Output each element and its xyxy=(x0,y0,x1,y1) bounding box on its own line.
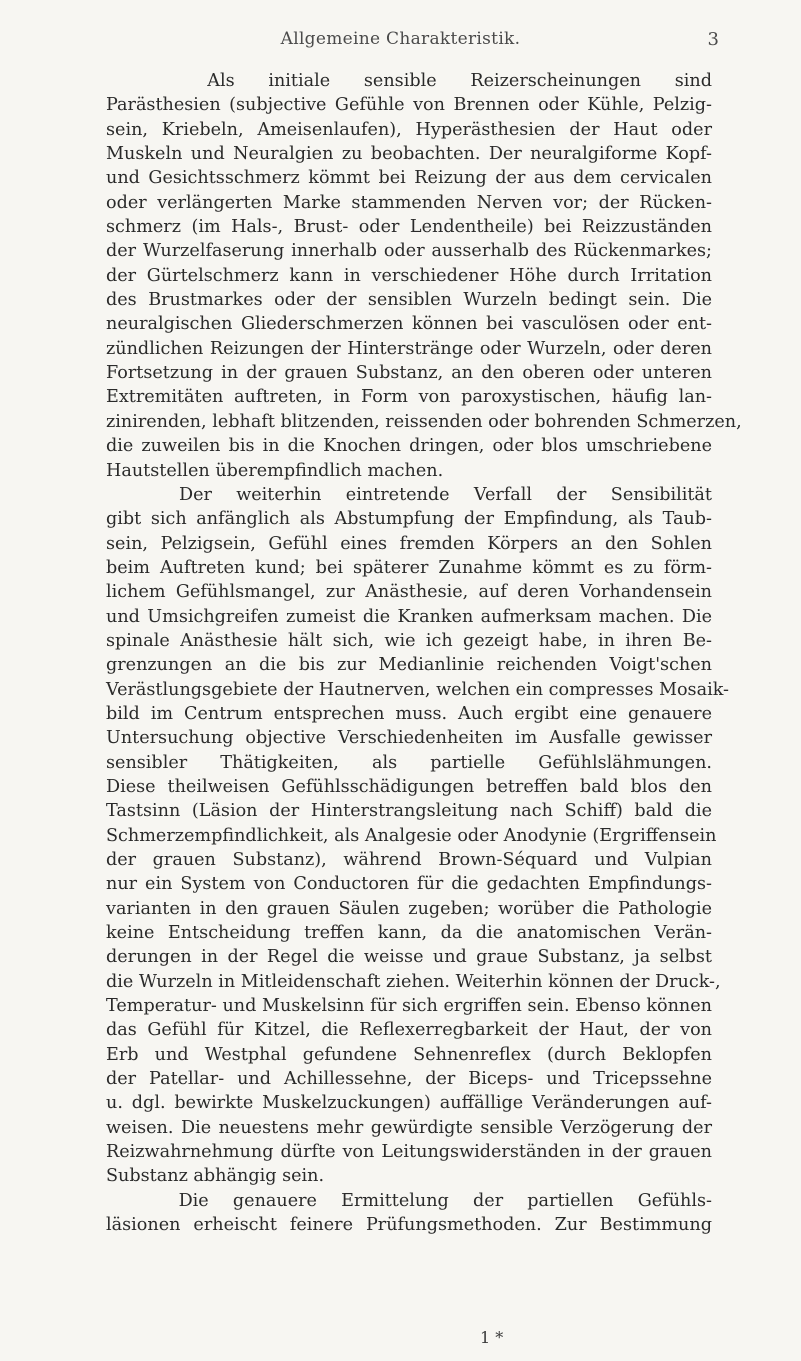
text-line: Reizwahrnehmung dürfte von Leitungswiderständen in der grauen xyxy=(106,1142,712,1163)
text-line: derungen in der Regel die weisse und graue Substanz, ja selbst xyxy=(106,947,712,968)
text-line: sein, Pelzigsein, Gefühl eines fremden Körpers an den Sohlen xyxy=(106,533,712,554)
page-number: 3 xyxy=(707,29,719,50)
text-line: sein, Kriebeln, Ameisenlaufen), Hyperästhesien der Haut oder xyxy=(106,119,712,140)
text-line: grenzungen an die bis zur Medianlinie reichenden Voigt'schen xyxy=(106,655,712,676)
text-line: Untersuchung objective Verschiedenheiten im Ausfalle gewisser xyxy=(106,728,712,749)
text-line: gibt sich anfänglich als Abstumpfung der Empfindung, als Taub- xyxy=(106,509,712,530)
text-line: der grauen Substanz), während Brown-Séquard und Vulpian xyxy=(106,850,712,870)
text-line: Fortsetzung in der grauen Substanz, an den oberen oder unteren xyxy=(106,363,712,384)
text-line: Erb und Westphal gefundene Sehnenreflex (durch Beklopfen xyxy=(106,1044,712,1065)
text-line: Der weiterhin eintretende Verfall der Sensibilität xyxy=(106,484,712,505)
running-header xyxy=(0,29,801,59)
text-line: Tastsinn (Läsion der Hinterstrangsleitung nach Schiff) bald die xyxy=(106,801,712,822)
text-line: läsionen erheischt feinere Prüfungsmethoden. Zur Bestimmung xyxy=(106,1215,712,1236)
signature-mark: 1 * xyxy=(480,1328,504,1347)
text-line: Muskeln und Neuralgien zu beobachten. Der neuralgiforme Kopf- xyxy=(106,144,712,165)
text-line: varianten in den grauen Säulen zugeben; worüber die Pathologie xyxy=(106,898,712,919)
text-line: oder verlängerten Marke stammenden Nerven vor; der Rücken- xyxy=(106,192,712,213)
text-line: weisen. Die neuestens mehr gewürdigte sensible Verzögerung der xyxy=(106,1117,712,1138)
text-line: nur ein System von Conductoren für die gedachten Empfindungs- xyxy=(106,874,712,895)
running-title: Allgemeine Charakteristik. xyxy=(280,29,521,49)
text-line: und Gesichtsschmerz kömmt bei Reizung der aus dem cervicalen xyxy=(106,168,712,189)
text-line: zinirenden, lebhaft blitzenden, reissenden oder bohrenden Schmerzen, xyxy=(106,411,742,432)
text-line: Die genauere Ermittelung der partiellen Gefühls- xyxy=(106,1190,712,1211)
text-line: spinale Anästhesie hält sich, wie ich gezeigt habe, in ihren Be- xyxy=(106,630,712,651)
text-line: die zuweilen bis in die Knochen dringen, oder blos umschriebene xyxy=(106,436,712,457)
text-line: der Wurzelfaserung innerhalb oder ausserhalb des Rückenmarkes; xyxy=(106,241,712,262)
text-line: der Patellar- und Achillessehne, der Biceps- und Tricepssehne xyxy=(106,1069,712,1090)
text-line: Diese theilweisen Gefühlsschädigungen betreffen bald blos den xyxy=(106,776,712,797)
text-line: Substanz abhängig sein. xyxy=(106,1166,325,1187)
text-line: Verästlungsgebiete der Hautnerven, welchen ein compresses Mosaik- xyxy=(106,679,729,700)
text-line: neuralgischen Gliederschmerzen können bei vasculösen oder ent- xyxy=(106,314,712,335)
text-line: der Gürtelschmerz kann in verschiedener Höhe durch Irritation xyxy=(106,265,712,286)
text-line: Parästhesien (subjective Gefühle von Brennen oder Kühle, Pelzig- xyxy=(106,95,712,116)
text-line: sensibler Thätigkeiten, als partielle Gefühlslähmungen. xyxy=(106,752,712,773)
text-line: Schmerzempfindlichkeit, als Analgesie oder Anodynie (Ergriffensein xyxy=(106,825,717,846)
text-line: Als initiale sensible Reizerscheinungen sind xyxy=(106,71,712,91)
text-line: Hautstellen überempfindlich machen. xyxy=(106,460,444,481)
text-line: und Umsichgreifen zumeist die Kranken aufmerksam machen. Die xyxy=(106,606,712,627)
text-line: die Wurzeln in Mitleidenschaft ziehen. Weiterhin können der Druck-, xyxy=(106,971,721,992)
text-line: keine Entscheidung treffen kann, da die anatomischen Verän- xyxy=(106,923,712,944)
text-line: des Brustmarkes oder der sensiblen Wurzeln bedingt sein. Die xyxy=(106,290,712,311)
text-line: das Gefühl für Kitzel, die Reflexerregbarkeit der Haut, der von xyxy=(106,1020,712,1041)
text-line: u. dgl. bewirkte Muskelzuckungen) auffällige Veränderungen auf- xyxy=(106,1093,712,1114)
text-line: schmerz (im Hals-, Brust- oder Lendentheile) bei Reizzuständen xyxy=(106,217,712,238)
text-line: lichem Gefühlsmangel, zur Anästhesie, auf deren Vorhandensein xyxy=(106,582,712,603)
text-line: beim Auftreten kund; bei späterer Zunahme kömmt es zu förm- xyxy=(106,557,712,578)
text-line: zündlichen Reizungen der Hinterstränge oder Wurzeln, oder deren xyxy=(106,338,712,359)
body-text xyxy=(106,69,742,1238)
text-line: Temperatur- und Muskelsinn für sich ergriffen sein. Ebenso können xyxy=(106,996,712,1017)
text-line: bild im Centrum entsprechen muss. Auch ergibt eine genauere xyxy=(106,703,712,724)
text-line: Extremitäten auftreten, in Form von paroxystischen, häufig lan- xyxy=(106,387,712,408)
